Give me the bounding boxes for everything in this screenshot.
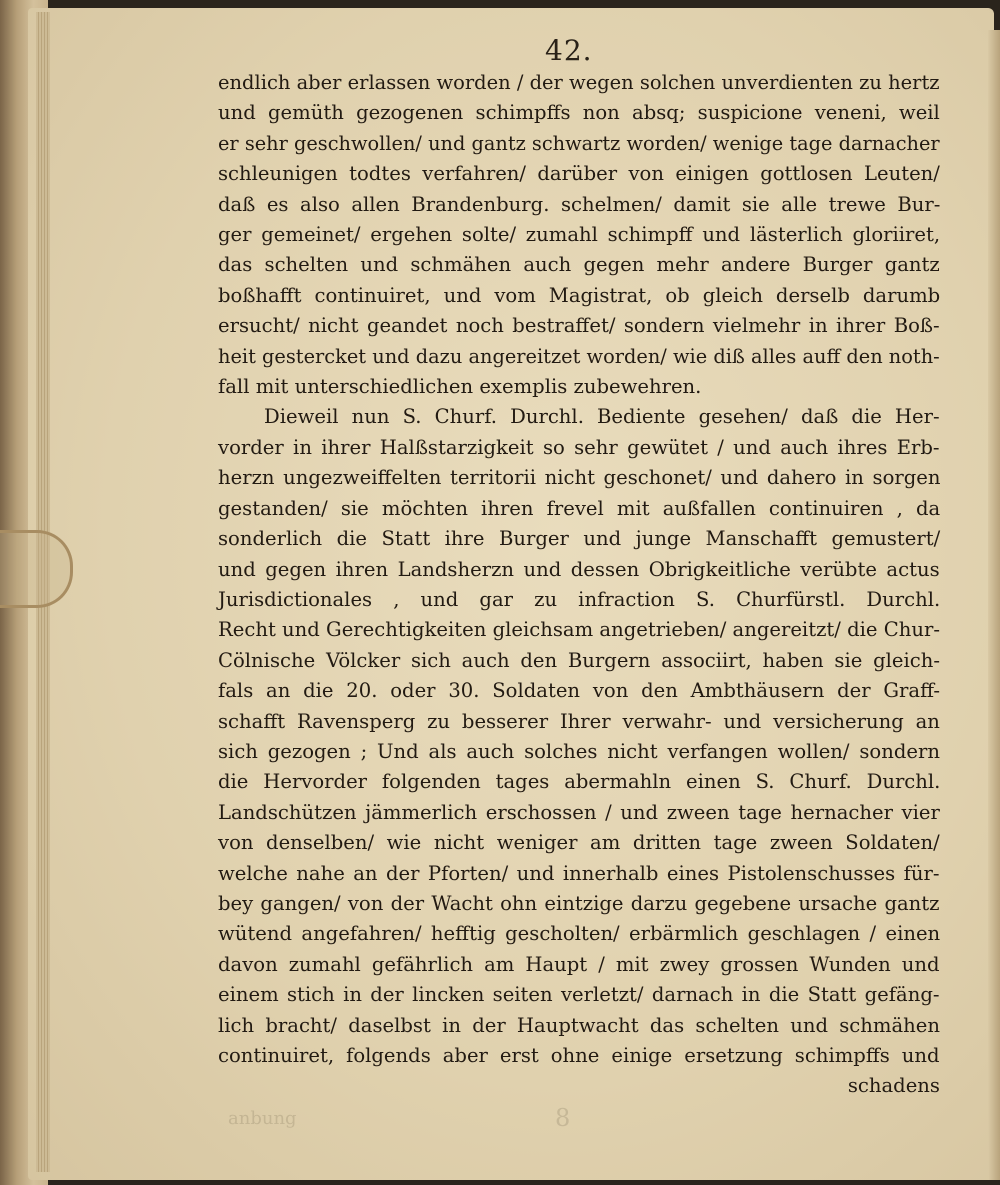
text-line: wütend angefahren/ hefftig gescholten/ erbärmlich geschlagen / einen bbox=[218, 922, 941, 946]
text-line: das schelten und schmähen auch gegen mehr andere Burger gantz bbox=[218, 253, 940, 277]
body-text bbox=[218, 68, 940, 1102]
text-line: schafft Ravensperg zu besserer Ihrer verwahr- und versicherung an bbox=[218, 709, 940, 733]
text-line: endlich aber erlassen worden / der wegen solchen unverdienten zu hertz bbox=[218, 71, 940, 94]
page-right-edge bbox=[988, 30, 1000, 1180]
text-line: ger gemeinet/ ergehen solte/ zumahl schimpff und lästerlich gloriiret, bbox=[218, 223, 941, 247]
text-line: daß es also allen Brandenburg. schelmen/ damit sie alle trewe Bur- bbox=[218, 192, 941, 216]
text-line: schleunigen todtes verfahren/ darüber von einigen gottlosen Leuten/ bbox=[218, 162, 940, 186]
text-line: und gemüth gezogenen schimpffs non absq; suspicione veneni, weil bbox=[218, 101, 940, 125]
text-line: lich bracht/ daselbst in der Hauptwacht das schelten und schmähen bbox=[218, 1013, 940, 1037]
bleed-through-mark: 8 bbox=[555, 1104, 571, 1132]
text-line: heit gestercket und dazu angereitzet worden/ wie diß alles auff den noth- bbox=[218, 344, 940, 368]
text-line: einem stich in der lincken seiten verletzt/ darnach in die Statt gefäng- bbox=[218, 983, 940, 1007]
text-line: und gegen ihren Landsherzn und dessen Obrigkeitliche verübte actus bbox=[218, 557, 940, 581]
text-line: boßhafft continuiret, und vom Magistrat, ob gleich derselb darumb bbox=[218, 283, 941, 307]
text-line: gestanden/ sie möchten ihren frevel mit außfallen continuiren , da bbox=[218, 496, 941, 520]
text-line: bey gangen/ von der Wacht ohn eintzige darzu gegebene ursache gantz bbox=[218, 891, 940, 915]
text-line: die Hervorder folgenden tages abermahln einen S. Churf. Durchl. bbox=[218, 770, 941, 794]
bleed-through-text: anbung bbox=[228, 1108, 297, 1129]
text-line: continuiret, folgends aber erst ohne einige ersetzung schimpffs und bbox=[218, 1044, 940, 1067]
page-clip bbox=[0, 530, 73, 608]
text-line: ersucht/ nicht geandet noch bestraffet/ sondern vielmehr in ihrer Boß- bbox=[218, 314, 940, 338]
text-line: fals an die 20. oder 30. Soldaten von den Ambthäusern der Graff- bbox=[218, 679, 940, 703]
text-line: herzn ungezweiffelten territorii nicht geschonet/ und dahero in sorgen bbox=[218, 466, 941, 490]
text-line: Jurisdictionales , und gar zu infraction S. Churfürstl. Durchl. bbox=[218, 587, 941, 611]
text-line: sich gezogen ; Und als auch solches nicht verfangen wollen/ sondern bbox=[218, 739, 940, 763]
text-line: Cölnische Völcker sich auch den Burgern associirt, haben sie gleich- bbox=[218, 648, 940, 672]
text-line: vorder in ihrer Halßstarzigkeit so sehr gewütet / und auch ihres Erb- bbox=[218, 435, 940, 459]
text-line: sonderlich die Statt ihre Burger und junge Manschafft gemustert/ bbox=[218, 527, 941, 551]
text-line: welche nahe an der Pforten/ und innerhalb eines Pistolenschusses für- bbox=[218, 861, 940, 885]
text-line: fall mit unterschiedlichen exemplis zubewehren. bbox=[218, 375, 702, 399]
page-number: 42. bbox=[545, 34, 593, 67]
text-line: er sehr geschwollen/ und gantz schwartz worden/ wenige tage darnacher bbox=[218, 131, 940, 155]
text-line: davon zumahl gefährlich am Haupt / mit zwey grossen Wunden und bbox=[218, 952, 940, 976]
text-line: Landschützen jämmerlich erschossen / und zween tage hernacher vier bbox=[218, 800, 940, 824]
catchword: schadens bbox=[847, 1074, 940, 1098]
text-line: von denselben/ wie nicht weniger am dritten tage zween Soldaten/ bbox=[218, 831, 940, 855]
paragraph-start-line: Dieweil nun S. Churf. Durchl. Bediente gesehen/ daß die Her- bbox=[264, 405, 940, 429]
text-line: Recht und Gerechtigkeiten gleichsam angetrieben/ angereitzt/ die Chur- bbox=[218, 618, 940, 642]
